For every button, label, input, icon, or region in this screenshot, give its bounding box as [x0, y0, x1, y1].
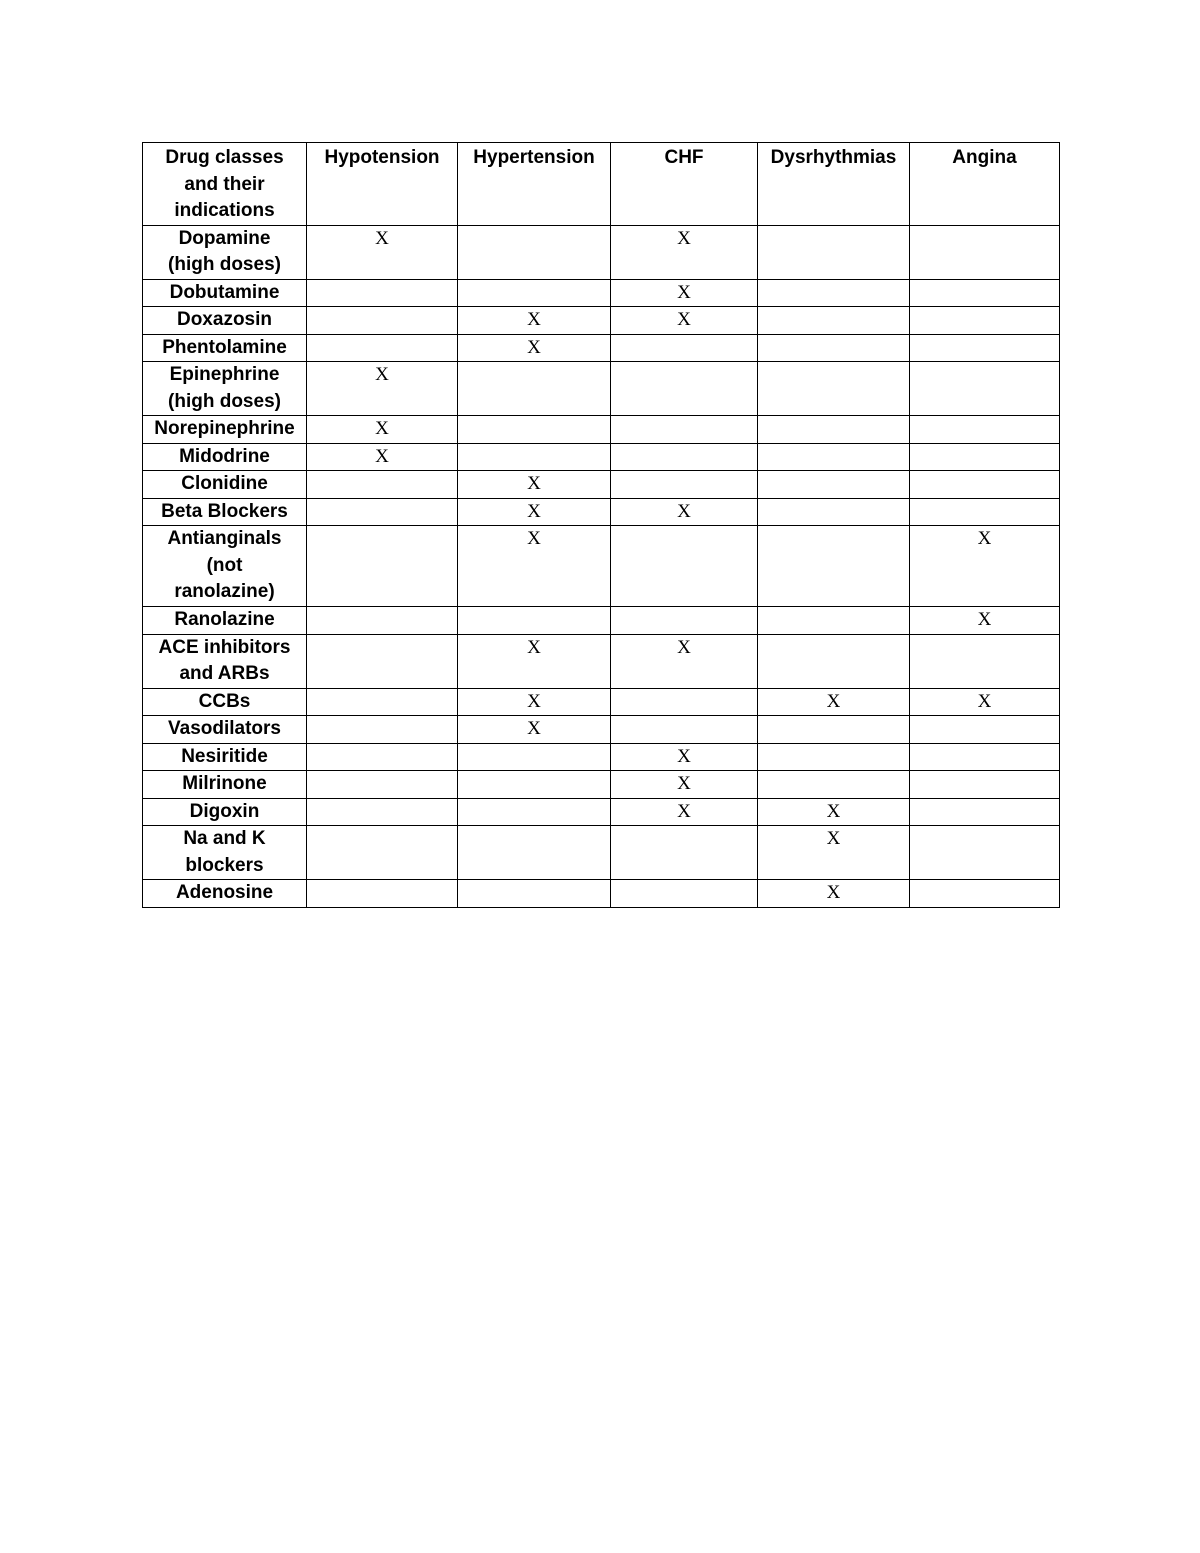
- indication-mark-cell: X: [611, 771, 758, 799]
- indication-mark-cell: X: [307, 225, 458, 279]
- drug-class-name: Doxazosin: [143, 307, 307, 335]
- indication-mark-cell: [458, 362, 611, 416]
- drug-class-name: Epinephrine (high doses): [143, 362, 307, 416]
- table-header-row: [143, 143, 1060, 226]
- indication-mark-cell: [758, 634, 910, 688]
- drug-class-name: ACE inhibitors and ARBs: [143, 634, 307, 688]
- indication-mark-cell: [611, 688, 758, 716]
- table-row: [143, 443, 1060, 471]
- indication-mark-cell: X: [611, 307, 758, 335]
- table-row: [143, 526, 1060, 607]
- indication-mark-cell: [458, 443, 611, 471]
- table-row: [143, 634, 1060, 688]
- indication-mark-cell: [307, 880, 458, 908]
- indication-mark-cell: X: [611, 279, 758, 307]
- indication-mark-cell: [758, 471, 910, 499]
- table-row: [143, 498, 1060, 526]
- indication-mark-cell: X: [611, 634, 758, 688]
- indication-mark-cell: [758, 307, 910, 335]
- indication-mark-cell: X: [910, 688, 1060, 716]
- indication-mark-cell: X: [458, 634, 611, 688]
- indication-mark-cell: [910, 471, 1060, 499]
- indication-mark-cell: [611, 826, 758, 880]
- indication-mark-cell: X: [758, 798, 910, 826]
- indication-mark-cell: [611, 471, 758, 499]
- indication-mark-cell: X: [611, 225, 758, 279]
- indication-mark-cell: [307, 307, 458, 335]
- indication-mark-cell: [758, 771, 910, 799]
- indication-mark-cell: X: [611, 743, 758, 771]
- indication-mark-cell: [307, 743, 458, 771]
- table-row: [143, 471, 1060, 499]
- indication-mark-cell: [307, 498, 458, 526]
- indication-mark-cell: [758, 443, 910, 471]
- indication-mark-cell: [758, 334, 910, 362]
- drug-class-name: Clonidine: [143, 471, 307, 499]
- indication-mark-cell: X: [307, 416, 458, 444]
- indication-mark-cell: [458, 880, 611, 908]
- drug-class-name: Ranolazine: [143, 607, 307, 635]
- indication-mark-cell: [910, 225, 1060, 279]
- indication-mark-cell: X: [307, 362, 458, 416]
- header-hypotension: Hypotension: [307, 143, 458, 226]
- indication-mark-cell: [307, 526, 458, 607]
- header-chf: CHF: [611, 143, 758, 226]
- indication-mark-cell: [611, 716, 758, 744]
- indication-mark-cell: [611, 334, 758, 362]
- indication-mark-cell: [758, 526, 910, 607]
- indication-mark-cell: [611, 443, 758, 471]
- indication-mark-cell: [910, 334, 1060, 362]
- indication-mark-cell: X: [910, 607, 1060, 635]
- indication-mark-cell: X: [611, 798, 758, 826]
- table-row: [143, 798, 1060, 826]
- drug-class-name: Dopamine (high doses): [143, 225, 307, 279]
- indication-mark-cell: [758, 716, 910, 744]
- indication-mark-cell: [910, 716, 1060, 744]
- drug-class-name: Phentolamine: [143, 334, 307, 362]
- indication-mark-cell: [307, 716, 458, 744]
- indication-mark-cell: [611, 880, 758, 908]
- indication-mark-cell: [910, 443, 1060, 471]
- drug-class-name: Norepinephrine: [143, 416, 307, 444]
- header-drug-classes: Drug classes and their indications: [143, 143, 307, 226]
- indication-mark-cell: [910, 362, 1060, 416]
- indication-mark-cell: [758, 362, 910, 416]
- indication-mark-cell: [307, 279, 458, 307]
- indication-mark-cell: X: [458, 307, 611, 335]
- indication-mark-cell: [910, 634, 1060, 688]
- indication-mark-cell: [758, 743, 910, 771]
- indication-mark-cell: [910, 743, 1060, 771]
- indication-mark-cell: [758, 225, 910, 279]
- indication-mark-cell: [758, 279, 910, 307]
- indication-mark-cell: [910, 416, 1060, 444]
- table-row: [143, 607, 1060, 635]
- indication-mark-cell: [910, 307, 1060, 335]
- table-row: [143, 334, 1060, 362]
- table-row: [143, 307, 1060, 335]
- drug-class-name: Antianginals (not ranolazine): [143, 526, 307, 607]
- table-row: [143, 771, 1060, 799]
- indication-mark-cell: [910, 279, 1060, 307]
- indication-mark-cell: X: [307, 443, 458, 471]
- indication-mark-cell: X: [458, 688, 611, 716]
- indication-mark-cell: X: [458, 334, 611, 362]
- indication-mark-cell: [307, 634, 458, 688]
- drug-class-name: CCBs: [143, 688, 307, 716]
- indication-mark-cell: [307, 688, 458, 716]
- table-row: [143, 880, 1060, 908]
- indication-mark-cell: [458, 279, 611, 307]
- drug-class-name: Digoxin: [143, 798, 307, 826]
- table-row: [143, 716, 1060, 744]
- indication-mark-cell: [307, 334, 458, 362]
- indication-mark-cell: X: [458, 498, 611, 526]
- indication-mark-cell: [458, 225, 611, 279]
- drug-class-name: Na and K blockers: [143, 826, 307, 880]
- indication-mark-cell: [458, 607, 611, 635]
- drug-indications-table: [142, 142, 1060, 908]
- indication-mark-cell: [458, 416, 611, 444]
- indication-mark-cell: [307, 826, 458, 880]
- indication-mark-cell: X: [910, 526, 1060, 607]
- indication-mark-cell: [458, 743, 611, 771]
- indication-mark-cell: X: [611, 498, 758, 526]
- table-row: [143, 225, 1060, 279]
- drug-class-name: Adenosine: [143, 880, 307, 908]
- indication-mark-cell: [307, 471, 458, 499]
- indication-mark-cell: [758, 607, 910, 635]
- indication-mark-cell: [611, 607, 758, 635]
- table-row: [143, 362, 1060, 416]
- header-hypertension: Hypertension: [458, 143, 611, 226]
- indication-mark-cell: [910, 826, 1060, 880]
- indication-mark-cell: [458, 826, 611, 880]
- indication-mark-cell: [458, 798, 611, 826]
- indication-mark-cell: X: [758, 826, 910, 880]
- table-body: [143, 225, 1060, 907]
- drug-class-name: Dobutamine: [143, 279, 307, 307]
- indication-mark-cell: [458, 771, 611, 799]
- header-dysrhythmias: Dysrhythmias: [758, 143, 910, 226]
- drug-class-name: Milrinone: [143, 771, 307, 799]
- indication-mark-cell: [611, 362, 758, 416]
- indication-mark-cell: [910, 798, 1060, 826]
- indication-mark-cell: X: [758, 880, 910, 908]
- indication-mark-cell: [611, 526, 758, 607]
- table-row: [143, 416, 1060, 444]
- table-row: [143, 688, 1060, 716]
- indication-mark-cell: [910, 771, 1060, 799]
- indication-mark-cell: [611, 416, 758, 444]
- indication-mark-cell: X: [458, 526, 611, 607]
- indication-mark-cell: X: [458, 716, 611, 744]
- drug-class-name: Nesiritide: [143, 743, 307, 771]
- indication-mark-cell: [910, 498, 1060, 526]
- indication-mark-cell: [307, 798, 458, 826]
- table-row: [143, 279, 1060, 307]
- drug-class-name: Midodrine: [143, 443, 307, 471]
- indication-mark-cell: [910, 880, 1060, 908]
- drug-class-name: Vasodilators: [143, 716, 307, 744]
- indication-mark-cell: [758, 416, 910, 444]
- table-row: [143, 743, 1060, 771]
- table-row: [143, 826, 1060, 880]
- indication-mark-cell: [307, 771, 458, 799]
- indication-mark-cell: X: [758, 688, 910, 716]
- indication-mark-cell: X: [458, 471, 611, 499]
- header-angina: Angina: [910, 143, 1060, 226]
- indication-mark-cell: [307, 607, 458, 635]
- indication-mark-cell: [758, 498, 910, 526]
- drug-class-name: Beta Blockers: [143, 498, 307, 526]
